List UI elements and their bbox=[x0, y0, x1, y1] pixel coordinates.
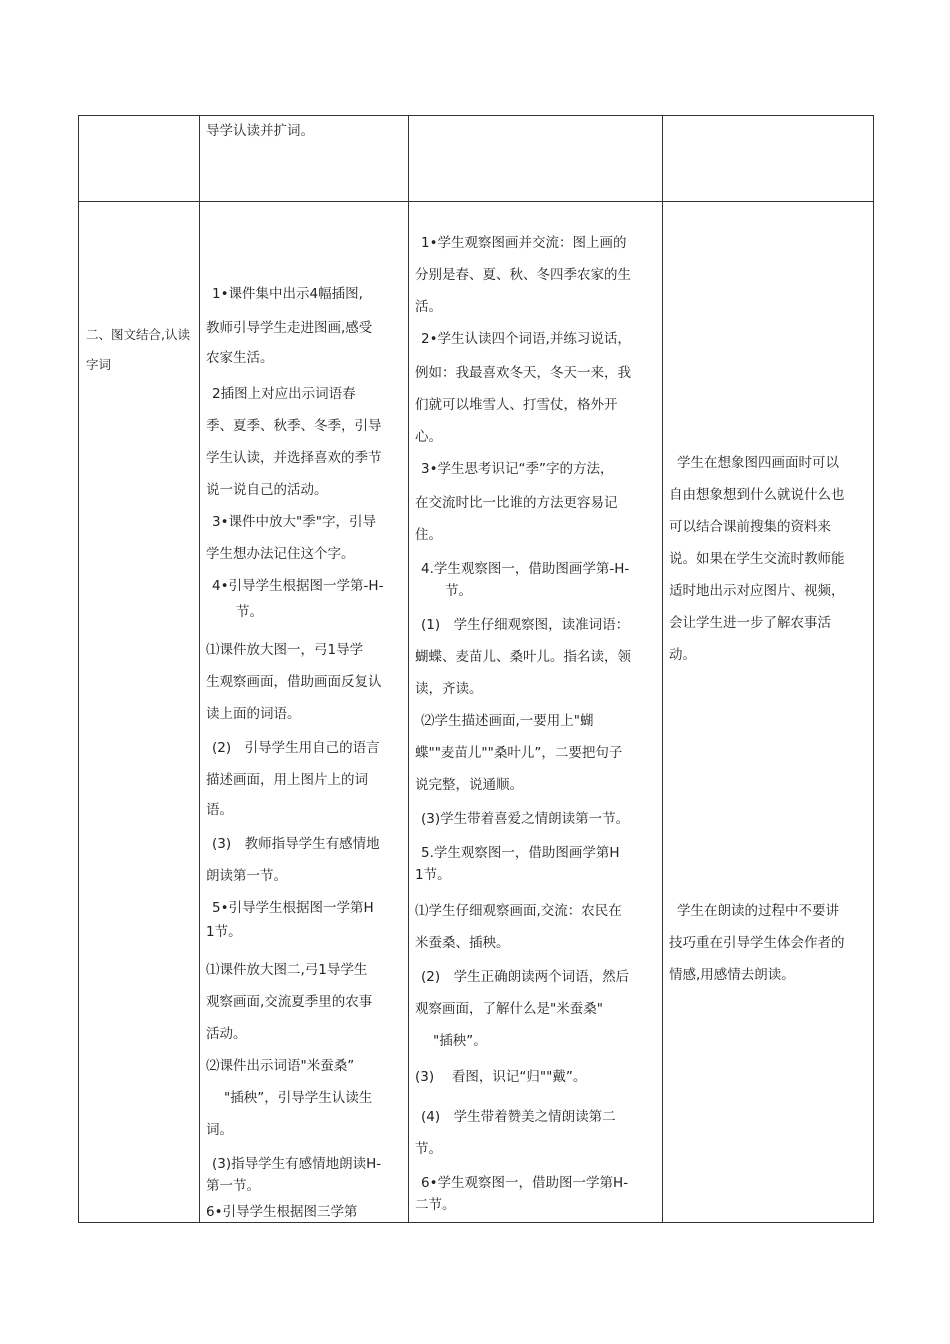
student-line: 分别是春、夏、秋、冬四季农家的生 bbox=[415, 267, 631, 283]
teacher-line: 3•课件中放大"季"字，引导 bbox=[212, 514, 376, 530]
student-line: 二节。 bbox=[415, 1197, 456, 1213]
row2-section-title bbox=[86, 320, 194, 380]
teacher-line: 教师引导学生走进图画,感受 bbox=[206, 320, 373, 336]
table-border-bottom bbox=[78, 1222, 874, 1223]
teacher-line: 描述画面，用上图片上的词 bbox=[206, 772, 368, 788]
student-line: 住。 bbox=[415, 527, 442, 543]
student-line: 蝶""麦苗儿""桑叶儿”，二要把句子 bbox=[415, 745, 623, 761]
teacher-line: 朗读第一节。 bbox=[206, 868, 287, 884]
student-line: 5.学生观察图一，借助图画学第H bbox=[421, 845, 620, 861]
student-line: "插秧”。 bbox=[433, 1033, 487, 1049]
teacher-line: 第一节。 bbox=[206, 1178, 260, 1194]
student-line: 米蚕桑、插秧。 bbox=[415, 935, 510, 951]
section-title-text: 二、图文结合,认读字词 bbox=[86, 327, 190, 372]
teacher-line: 学生想办法记住这个字。 bbox=[206, 546, 355, 562]
note-line: 动。 bbox=[669, 647, 696, 663]
student-line: 活。 bbox=[415, 299, 442, 315]
teacher-line: ⑴课件放大图二,弓1导学生 bbox=[206, 962, 368, 978]
student-line: 观察画面，了解什么是"米蚕桑" bbox=[415, 1001, 603, 1017]
teacher-line: 读上面的词语。 bbox=[206, 706, 301, 722]
row1-teacher-activity bbox=[206, 115, 401, 147]
student-line: 说完整，说通顺。 bbox=[415, 777, 523, 793]
table-border-right bbox=[873, 115, 874, 1223]
student-line: (4) 学生带着赞美之情朗读第二 bbox=[421, 1109, 616, 1125]
teacher-line: ⑴课件放大图一，弓1导学 bbox=[206, 642, 364, 658]
student-line: ⑵学生描述画面,一要用上"蝴 bbox=[421, 713, 594, 729]
teacher-line: 1节。 bbox=[206, 924, 242, 940]
note-line: 情感,用感情去朗读。 bbox=[669, 967, 795, 983]
student-line: 在交流时比一比谁的方法更容易记 bbox=[415, 495, 618, 511]
teacher-line: 语。 bbox=[206, 802, 233, 818]
table-border-top bbox=[78, 115, 874, 116]
teacher-line: (2) 引导学生用自己的语言 bbox=[212, 740, 380, 756]
student-line: 节。 bbox=[445, 583, 472, 599]
student-line: 6•学生观察图一，借助图一学第H- bbox=[421, 1175, 629, 1191]
student-line: 心。 bbox=[415, 429, 442, 445]
table-col-divider-3 bbox=[662, 115, 663, 1223]
student-line: (3)学生带着喜爱之情朗读第一节。 bbox=[421, 811, 630, 827]
student-line: 4.学生观察图一，借助图画学第-H- bbox=[421, 561, 630, 577]
teacher-line: ⑵课件出示词语"米蚕桑” bbox=[206, 1058, 355, 1074]
note-line: 技巧重在引导学生体会作者的 bbox=[669, 935, 845, 951]
student-line: 读，齐读。 bbox=[415, 681, 483, 697]
teacher-line: 词。 bbox=[206, 1122, 233, 1138]
table-col-divider-2 bbox=[408, 115, 409, 1223]
student-line: 节。 bbox=[415, 1141, 442, 1157]
note-line: 自由想象想到什么就说什么也 bbox=[669, 487, 845, 503]
note-line: 学生在想象图四画面时可以 bbox=[677, 455, 839, 471]
student-line: ⑴学生仔细观察画面,交流：农民在 bbox=[415, 903, 622, 919]
student-line: 们就可以堆雪人、打雪仗，格外开 bbox=[415, 397, 618, 413]
teacher-line: 说一说自己的活动。 bbox=[206, 482, 328, 498]
student-line: 蝴蝶、麦苗儿、桑叶儿。指名读，领 bbox=[415, 649, 631, 665]
teacher-line: 1•课件集中出示4幅插图, bbox=[212, 286, 363, 302]
note-line: 学生在朗读的过程中不要讲 bbox=[677, 903, 839, 919]
student-line: (1) 学生仔细观察图，读准词语： bbox=[421, 617, 630, 633]
teacher-line: 观察画面,交流夏季里的农事 bbox=[206, 994, 373, 1010]
table-col-divider-1 bbox=[199, 115, 200, 1223]
student-line: 3•学生思考识记“季”字的方法， bbox=[421, 461, 614, 477]
row1-teacher-text: 导学认读并扩词。 bbox=[206, 123, 314, 139]
note-line: 适时地出示对应图片、视频， bbox=[669, 583, 845, 599]
teacher-line: 学生认读，并选择喜欢的季节 bbox=[206, 450, 382, 466]
student-line: 1节。 bbox=[415, 867, 451, 883]
teacher-line: 季、夏季、秋季、冬季，引导 bbox=[206, 418, 382, 434]
student-line: (3) 看图，识记“归""戴”。 bbox=[415, 1069, 587, 1085]
teacher-line: 5•引导学生根据图一学第H bbox=[212, 900, 374, 916]
teacher-line: (3)指导学生有感情地朗读H- bbox=[212, 1156, 382, 1172]
teacher-line: 节。 bbox=[236, 604, 263, 620]
table-border-left bbox=[78, 115, 79, 1223]
note-line: 可以结合课前搜集的资料来 bbox=[669, 519, 831, 535]
table-row-divider bbox=[78, 201, 874, 202]
teacher-line: 活动。 bbox=[206, 1026, 247, 1042]
teacher-line: 4•引导学生根据图一学第-H- bbox=[212, 578, 384, 594]
student-line: (2) 学生正确朗读两个词语，然后 bbox=[421, 969, 630, 985]
teacher-line: 生观察画面，借助画面反复认 bbox=[206, 674, 382, 690]
student-line: 2•学生认读四个词语,并练习说话， bbox=[421, 331, 631, 347]
teacher-line: (3) 教师指导学生有感情地 bbox=[212, 836, 380, 852]
note-line: 会让学生进一步了解农事活 bbox=[669, 615, 831, 631]
student-line: 1•学生观察图画并交流：图上画的 bbox=[421, 235, 627, 251]
teacher-line: 2插图上对应出示词语春 bbox=[212, 386, 356, 402]
student-line: 例如：我最喜欢冬天，冬天一来，我 bbox=[415, 365, 631, 381]
note-line: 说。如果在学生交流时教师能 bbox=[669, 551, 845, 567]
teacher-line: 6•引导学生根据图三学第 bbox=[206, 1204, 358, 1220]
teacher-line: "插秧”，引导学生认读生 bbox=[224, 1090, 373, 1106]
teacher-line: 农家生活。 bbox=[206, 350, 274, 366]
